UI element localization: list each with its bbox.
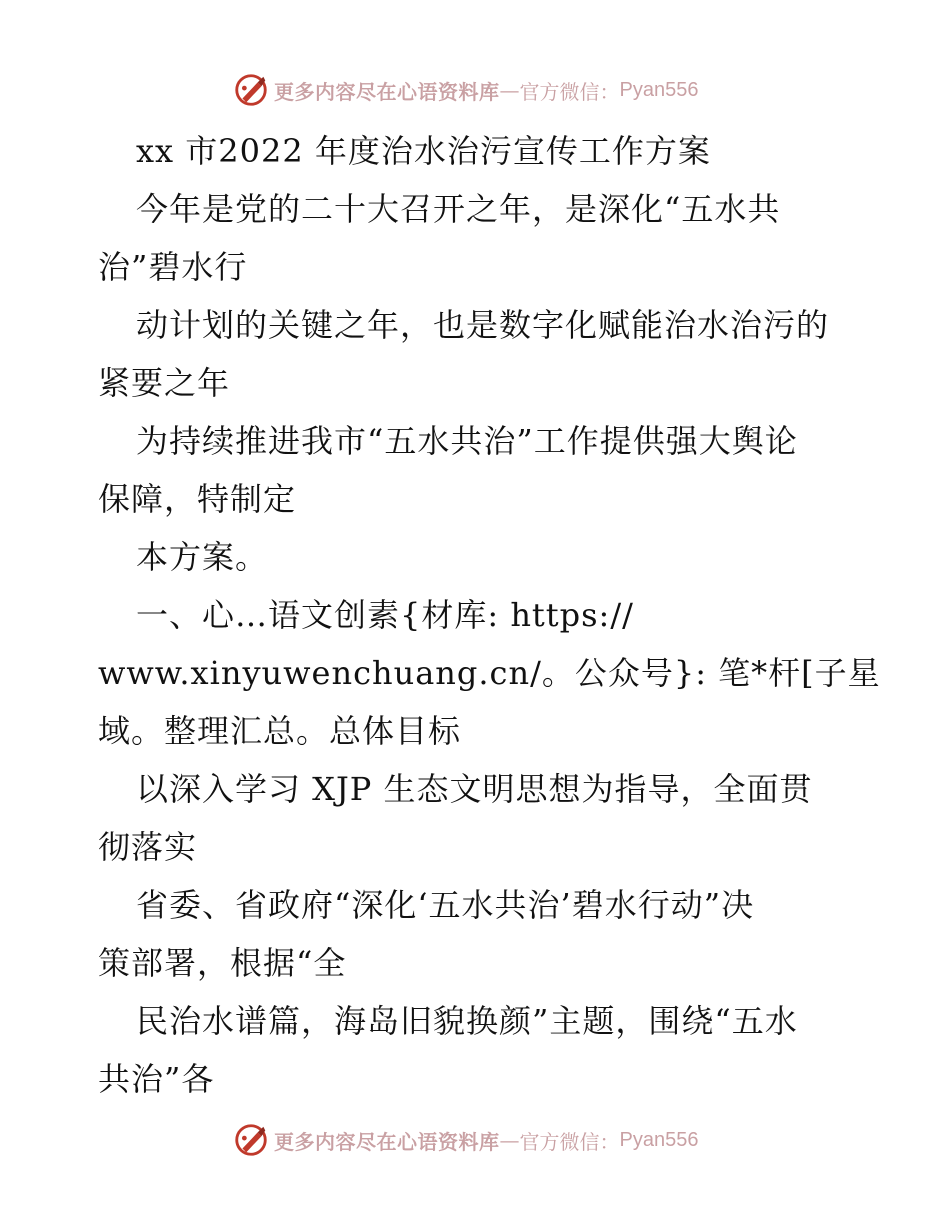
paragraph-line: 本方案。 bbox=[136, 538, 269, 576]
paragraph-line: 动计划的关键之年，也是数字化赋能治水治污的 bbox=[136, 306, 830, 344]
paragraph-line: 为持续推进我市“五水共治”工作提供强大舆论 bbox=[136, 422, 798, 460]
paragraph-line: 彻落实 bbox=[98, 828, 198, 866]
paragraph-line: 保障，特制定 bbox=[98, 480, 297, 518]
paragraph-line: 以深入学习 XJP 生态文明思想为指导，全面贯 bbox=[136, 770, 813, 808]
paragraph-line: 治”碧水行 bbox=[98, 248, 248, 286]
watermark-sub-text: 官方微信： bbox=[519, 79, 620, 104]
watermark-main-text: 更多内容尽在心语资料库 bbox=[274, 79, 500, 104]
watermark-separator: — bbox=[499, 78, 520, 102]
paragraph-line: 策部署，根据“全 bbox=[98, 944, 347, 982]
watermark-wechat-id: Pyan556 bbox=[619, 78, 699, 101]
header-watermark bbox=[232, 70, 698, 110]
document-title: xx 市2022 年度治水治污宣传工作方案 bbox=[136, 132, 711, 170]
watermark-wechat-id: Pyan556 bbox=[619, 1128, 699, 1151]
paragraph-line: 省委、省政府“深化‘五水共治’碧水行动”决 bbox=[136, 886, 755, 924]
section-heading-line: 域。整理汇总。总体目标 bbox=[98, 712, 462, 750]
section-heading-line: www.xinyuwenchuang.cn/。公众号}: 笔*杆[子星 bbox=[98, 654, 881, 692]
watermark-separator: — bbox=[499, 1128, 520, 1152]
pen-logo-icon bbox=[232, 1121, 270, 1159]
watermark-main-text: 更多内容尽在心语资料库 bbox=[274, 1129, 500, 1154]
watermark-sub-text: 官方微信： bbox=[519, 1129, 620, 1154]
footer-watermark bbox=[232, 1120, 698, 1160]
paragraph-line: 共治”各 bbox=[98, 1060, 215, 1098]
document-body bbox=[98, 122, 881, 1108]
section-heading-line: 一、心…语文创素{材库: https:// bbox=[136, 596, 634, 634]
paragraph-line: 民治水谱篇，海岛旧貌换颜”主题，围绕“五水 bbox=[136, 1002, 798, 1040]
pen-logo-icon bbox=[232, 71, 270, 109]
paragraph-line: 今年是党的二十大召开之年，是深化“五水共 bbox=[136, 190, 781, 228]
paragraph-line: 紧要之年 bbox=[98, 364, 231, 402]
